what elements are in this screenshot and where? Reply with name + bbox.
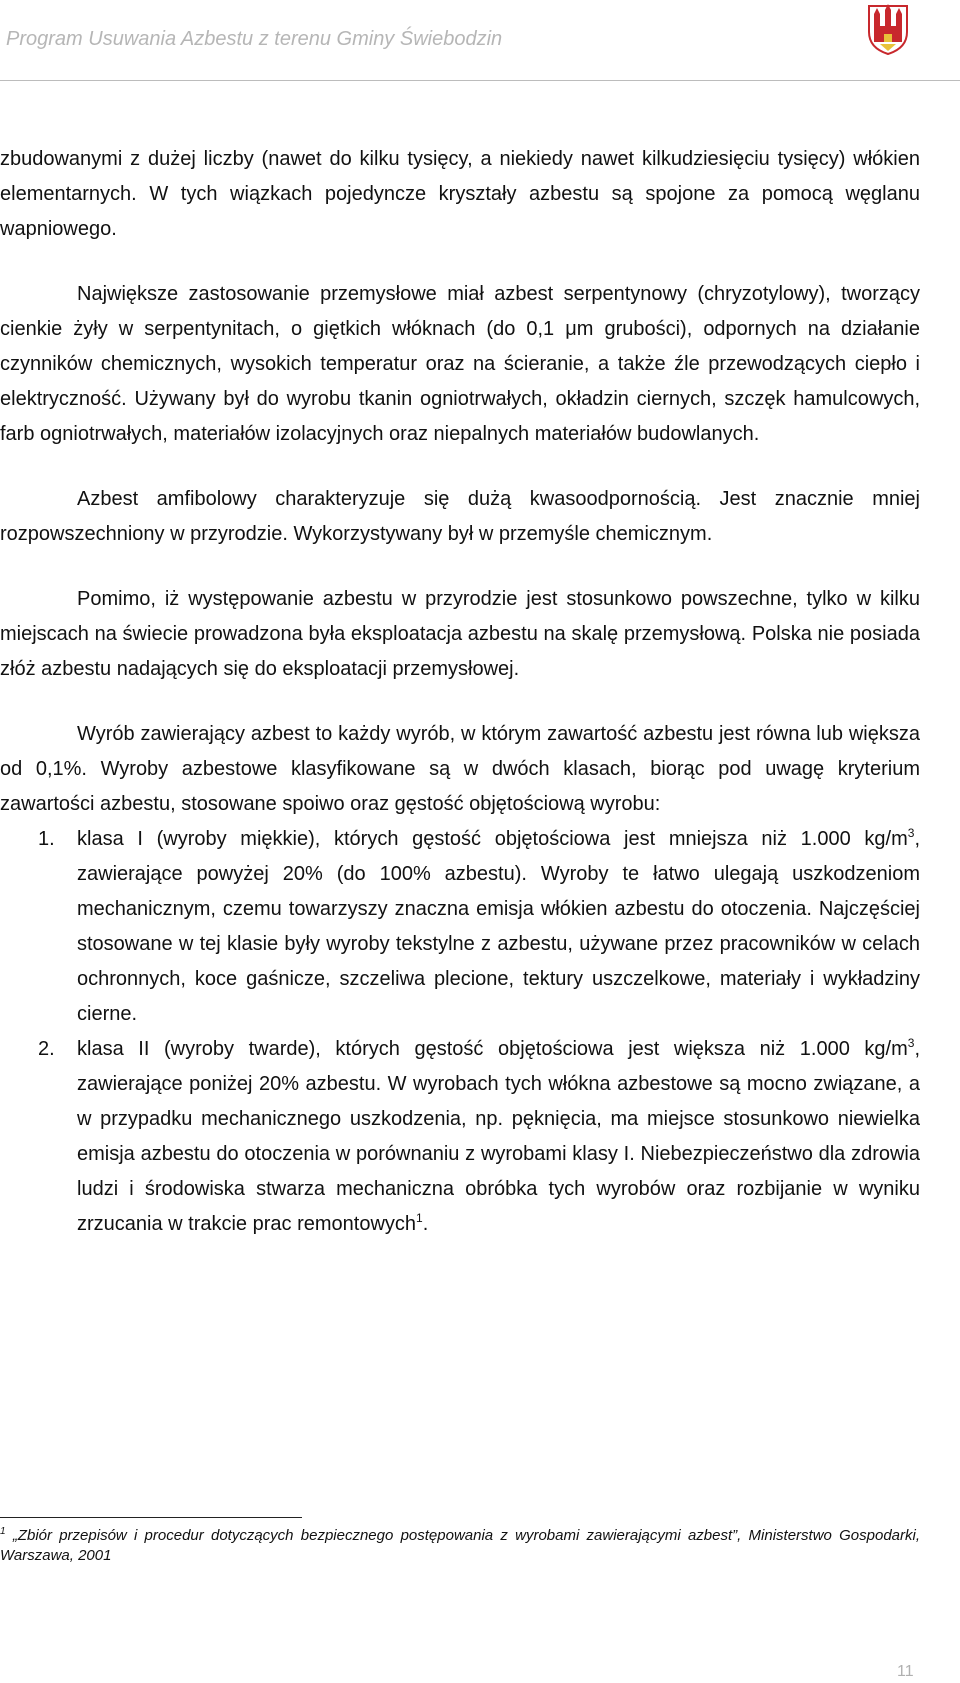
page-header — [0, 0, 960, 81]
list-item-text: . — [422, 1213, 429, 1235]
page-number: 11 — [897, 1663, 914, 1680]
list-item-text: klasa II (wyroby twarde), których gęstość objętościowa jest większa niż 1.000 kg/m — [77, 1038, 908, 1060]
superscript: 3 — [907, 826, 915, 840]
list-item-number: 1. — [38, 828, 55, 850]
superscript: 3 — [907, 1036, 915, 1050]
document-body — [0, 142, 920, 1242]
list-item-number: 2. — [38, 1038, 55, 1060]
list-item-text: , zawierające poniżej 20% azbestu. W wyrobach tych włókna azbestowe są mocno związane, a w przypadku mechanicznego uszkodzenia, np. pęknięcia, ma miejsce stosunkowo niewielka emisja azbestu do otoczenia w porównaniu z wyrobami klasy I. Niebezpieczeństwo dla zdrowia ludzi i środowiska stwarza mechaniczna obróbka tych wyrobów oraz rozbijanie w wyniku zrzucania w trakcie prac remontowych — [77, 1038, 920, 1235]
footnote-reference[interactable]: 1 — [416, 1211, 423, 1225]
asbestos-class-list — [0, 822, 920, 1242]
footnote-text: „Zbiór przepisów i procedur dotyczących bezpiecznego postępowania z wyrobami zawierającymi azbest”, Ministerstwo Gospodarki, Warszawa, 2001 — [0, 1527, 921, 1564]
footnote — [0, 1526, 920, 1566]
footnote-marker: 1 — [0, 1526, 6, 1537]
paragraph: Pomimo, iż występowanie azbestu w przyrodzie jest stosunkowo powszechne, tylko w kilku miejscach na świecie prowadzona była eksploatacja azbestu na skalę przemysłową. Polska nie posiada złóż azbestu nadających się do eksploatacji przemysłowej. — [0, 588, 920, 680]
list-item-text: , zawierające powyżej 20% (do 100% azbestu). Wyroby te łatwo ulegają uszkodzeniom mechanicznym, czemu towarzyszy znaczna emisja włókien azbestu do otoczenia. Najczęściej stosowane w tej klasie były wyroby tekstylne z azbestu, używane przez pracowników w celach ochronnych, koce gaśnicze, szczeliwa plecione, tektury uszczelkowe, materiały i wykładziny cierne. — [77, 828, 920, 1025]
header-title: Program Usuwania Azbestu z terenu Gminy Świebodzin — [6, 28, 503, 50]
coat-of-arms-icon — [866, 2, 910, 56]
paragraph: Największe zastosowanie przemysłowe miał azbest serpentynowy (chryzotylowy), tworzący cienkie żyły w serpentynitach, o giętkich włóknach (do 0,1 μm grubości), odpornych na działanie czynników chemicznych, wysokich temperatur oraz na ścieranie, a także źle przewodzących ciepło i elektryczność. Używany był do wyrobu tkanin ogniotrwałych, okładzin ciernych, szczęk hamulcowych, farb ogniotrwałych, materiałów izolacyjnych oraz niepalnych materiałów budowlanych. — [0, 283, 920, 445]
paragraph: Wyrób zawierający azbest to każdy wyrób, w którym zawartość azbestu jest równa lub większa od 0,1%. Wyroby azbestowe klasyfikowane są w dwóch klasach, biorąc pod uwagę kryterium zawartości azbestu, stosowane spoiwo oraz gęstość objętościową wyrobu: — [0, 723, 920, 815]
paragraph: zbudowanymi z dużej liczby (nawet do kilku tysięcy, a niekiedy nawet kilkudziesięciu tysięcy) włókien elementarnych. W tych wiązkach pojedyncze kryształy azbestu są spojone za pomocą węglanu wapniowego. — [0, 148, 920, 240]
list-item — [0, 1032, 920, 1242]
footnote-separator — [0, 1517, 302, 1518]
list-item — [0, 822, 920, 1032]
list-item-text: klasa I (wyroby miękkie), których gęstość objętościowa jest mniejsza niż 1.000 kg/m — [77, 828, 908, 850]
paragraph: Azbest amfibolowy charakteryzuje się dużą kwasoodpornością. Jest znacznie mniej rozpowszechniony w przyrodzie. Wykorzystywany był w przemyśle chemicznym. — [0, 488, 920, 545]
